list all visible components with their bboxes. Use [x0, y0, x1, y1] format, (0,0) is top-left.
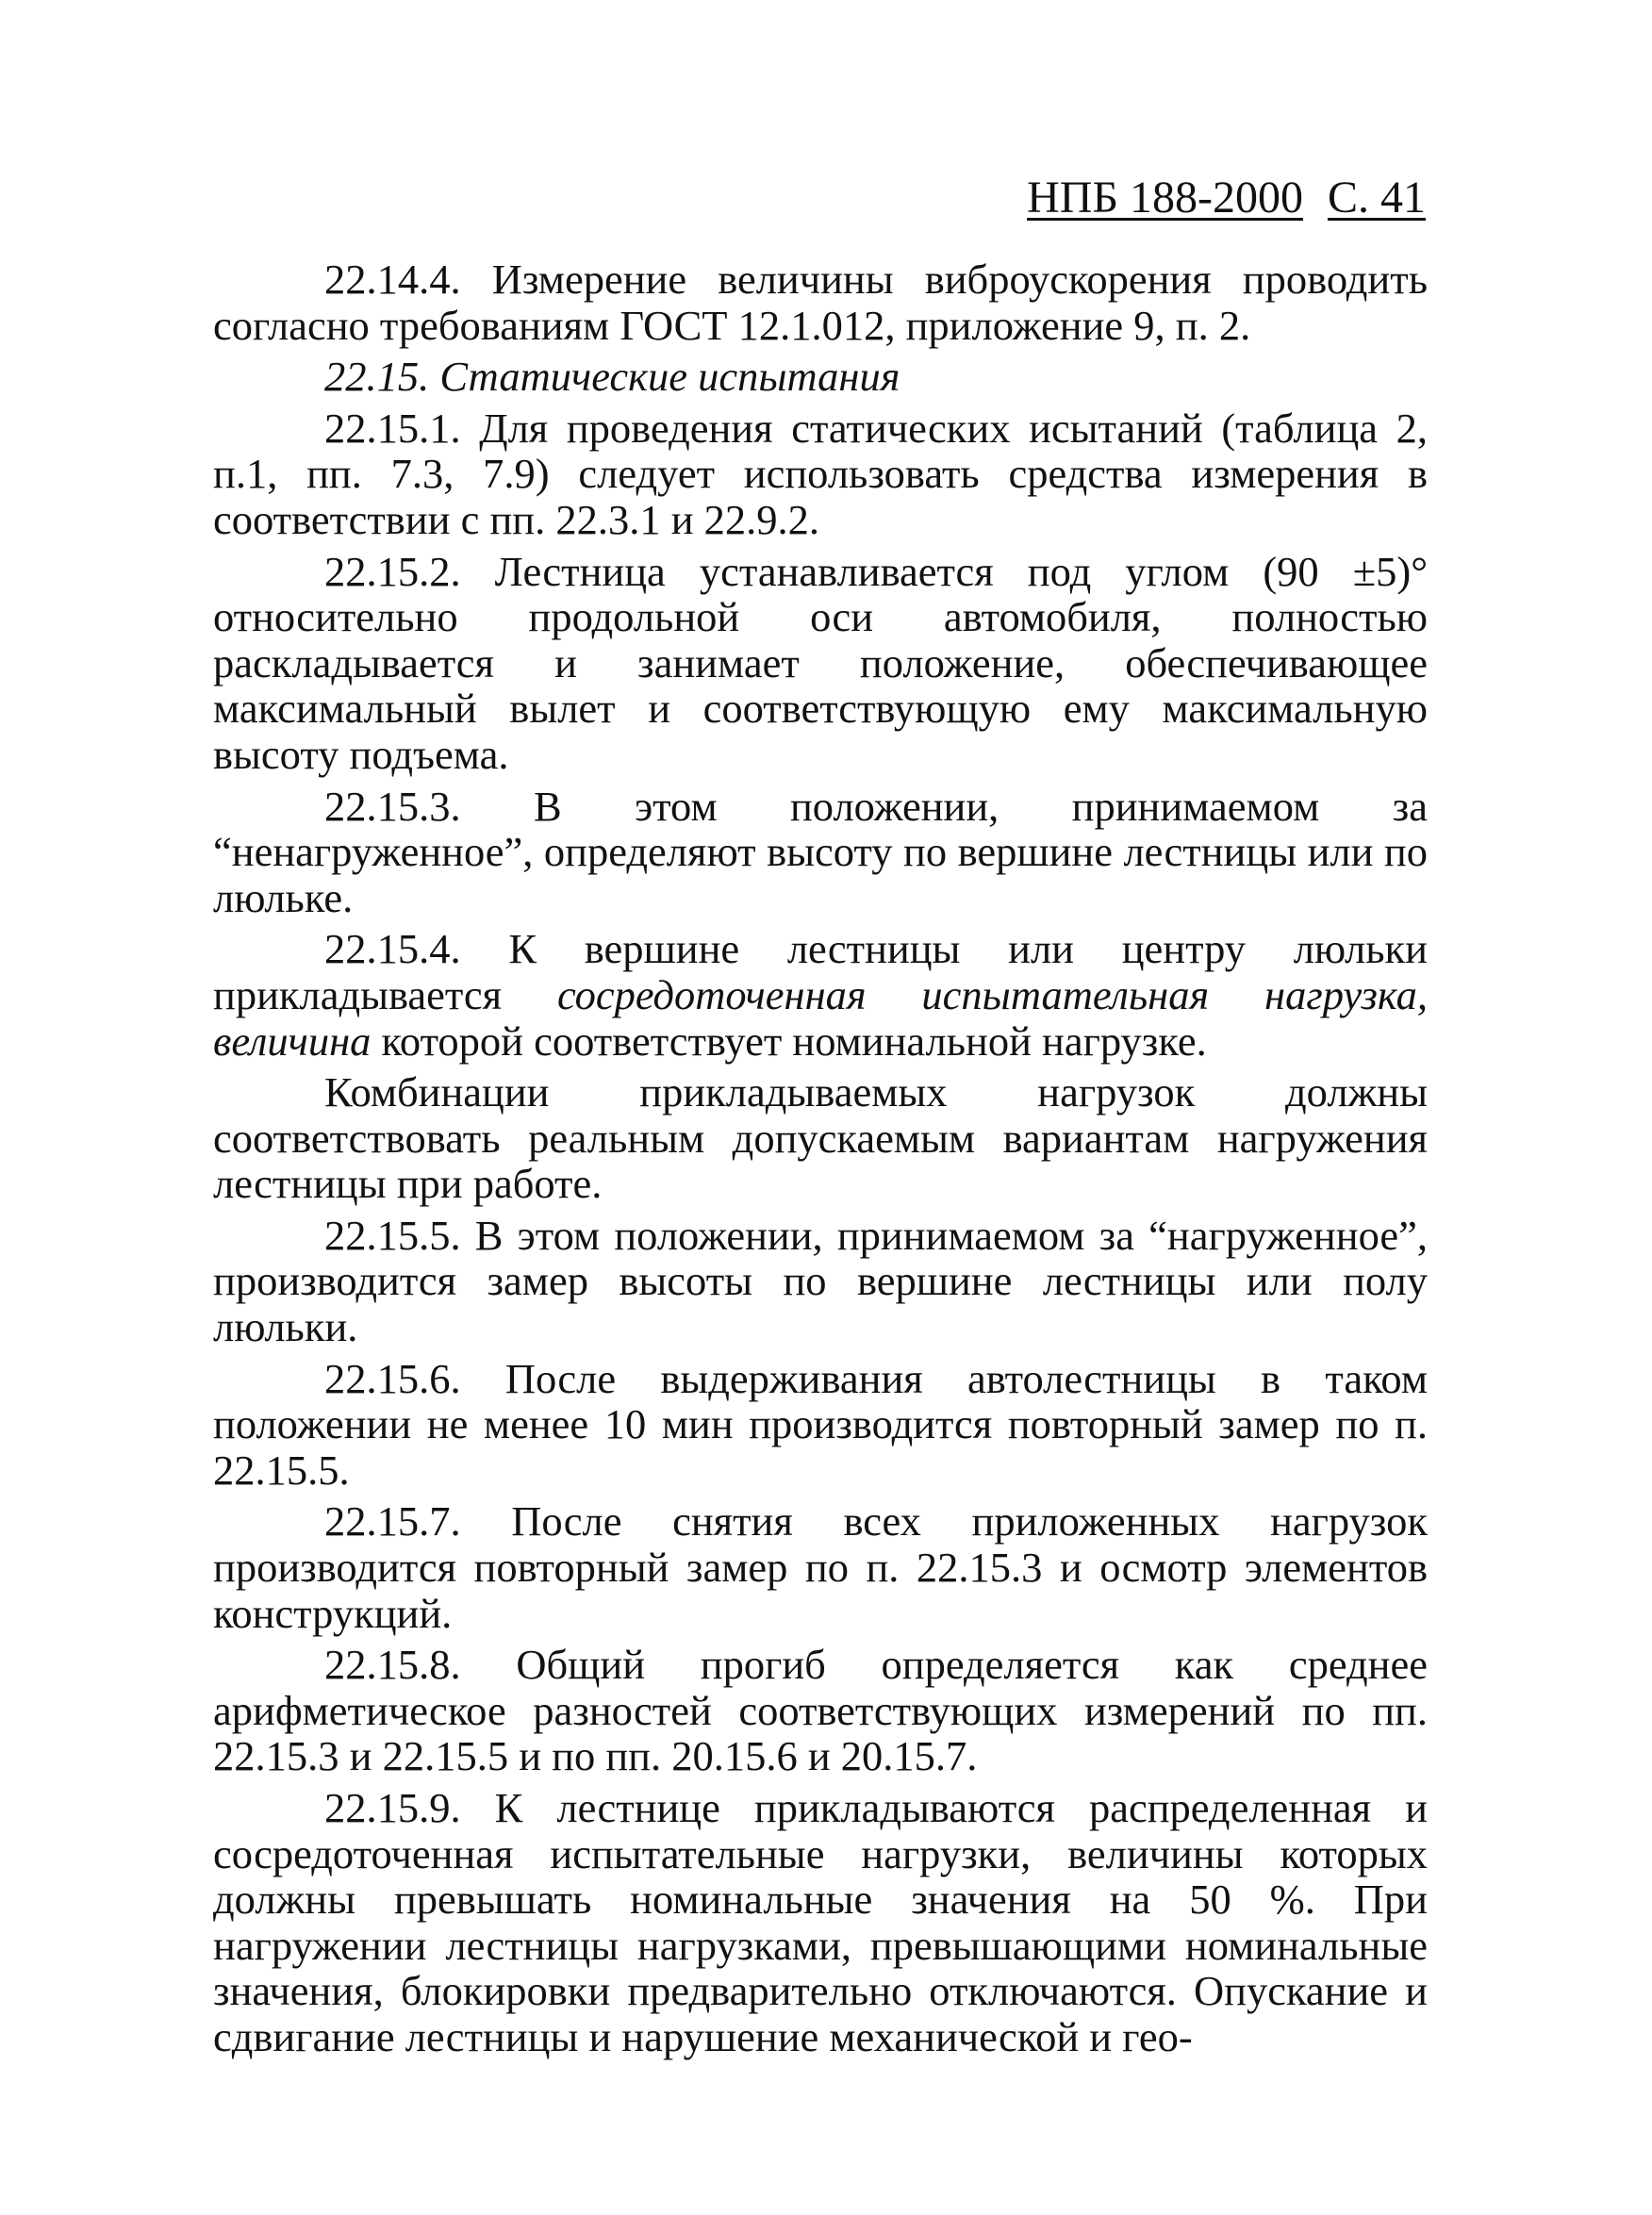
paragraph-22-15-5: 22.15.5. В этом положении, принимаемом за “нагруженное”, производится замер высоты по вершине лестницы или полу люльки.: [213, 1211, 1428, 1351]
page-header: [1027, 170, 1426, 226]
paragraph-load-combinations: Комбинации прикладываемых нагрузок должны соответствовать реальным допускаемым вариантам нагружения лестницы при работе.: [213, 1068, 1428, 1208]
paragraph-22-15-4-start: 22.15.4. К вершине лестницы или центру люльки прикладывается: [213, 925, 1428, 1018]
paragraph-22-15-9: 22.15.9. К лестнице прикладываются распределенная и сосредоточенная испытательные нагрузки, величины которых должны превышать номинальные значения на 50 %. При нагружении лестницы нагрузками, превышающими номинальные значения, блокировки предварительно отключаются. Опускание и сдвигание лестницы и нарушение механической и гео-: [213, 1784, 1428, 2060]
section-heading-22-15: 22.15. Статические испытания: [324, 353, 900, 401]
paragraph-22-15-2: 22.15.2. Лестница устанавливается под углом (90 ±5)° относительно продольной оси автомобиля, полностью раскладывается и занимает положение, обеспечивающее максимальный вылет и соответствующую ему максимальную высоту подъема.: [213, 547, 1428, 778]
paragraph-22-15-4: [213, 926, 1428, 1064]
paragraph-22-15-3: 22.15.3. В этом положении, принимаемом за “ненагруженное”, определяют высоту по вершине лестницы или по люльке.: [213, 782, 1428, 921]
document-code: НПБ 188-2000: [1027, 173, 1303, 223]
paragraph-22-15-7: 22.15.7. После снятия всех приложенных нагрузок производится повторный замер по п. 22.15.3 и осмотр элементов конструкций.: [213, 1497, 1428, 1637]
paragraph-22-15-4-end: которой соответствует номинальной нагрузке.: [371, 1017, 1207, 1065]
paragraph-22-15-8: 22.15.8. Общий прогиб определяется как среднее арифметическое разностей соответствующих измерений по пп. 22.15.3 и 22.15.5 и по пп. 20.15.6 и 20.15.7.: [213, 1641, 1428, 1780]
paragraph-22-14-4: 22.14.4. Измерение величины виброускорения проводить согласно требованиям ГОСТ 12.1.012, приложение 9, п. 2.: [213, 256, 1428, 349]
paragraph-22-15-6: 22.15.6. После выдерживания автолестницы в таком положении не менее 10 мин производится повторный замер по п. 22.15.5.: [213, 1354, 1428, 1494]
paragraph-22-15-1: 22.15.1. Для проведения статических исытаний (таблица 2, п.1, пп. 7.3, 7.9) следует использовать средства измерения в соответствии с пп. 22.3.1 и 22.9.2.: [213, 404, 1428, 543]
paragraph-22-15-4-emphasis: сосредоточенная испытательная нагрузка, величина: [213, 970, 1428, 1065]
page-number: С. 41: [1327, 173, 1426, 223]
document-body: [213, 256, 1428, 2060]
